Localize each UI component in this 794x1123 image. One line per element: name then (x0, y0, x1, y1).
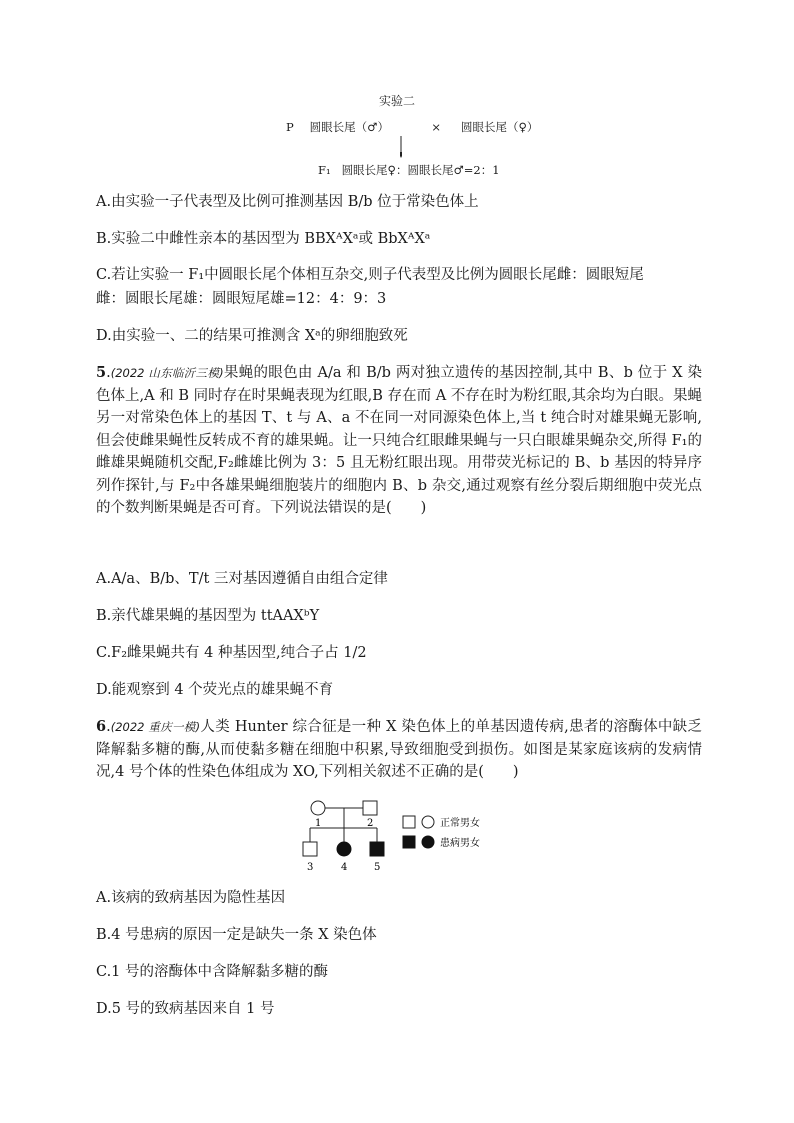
q5-number: 5 (96, 364, 107, 381)
experiment2-f1-row (318, 162, 500, 178)
q4-option-a: A.由实验一子代表型及比例可推测基因 B/b 位于常染色体上 (96, 194, 479, 210)
individual-5-affected-male (370, 842, 384, 856)
q5-option-c: C.F₂雌果蝇共有 4 种基因型,纯合子占 1/2 (96, 645, 367, 661)
q5-source: (2022 山东临沂三模) (110, 366, 224, 380)
q6-stem: 6.(2022 重庆一模)人类 Hunter 综合征是一种 X 染色体上的单基因遗传病,患者的溶酶体中缺乏降解黏多糖的酶,从而使黏多糖在细胞中积累,导致细胞受到损伤。如图是某家庭该病的发病情况,4 号个体的性染色体组成为 XO,下列相关叙述不正确的是( ) (96, 718, 702, 780)
experiment2-parent-row (286, 119, 538, 135)
q5-stem-text: 果蝇的眼色由 A/a 和 B/b 两对独立遗传的基因控制,其中 B、b 位于 X 染色体上,A 和 B 同时存在时果蝇表现为红眼,B 存在而 A 不存在时为粉红眼,其余均为白眼。果蝇另一对常染色体上的基因 T、t 与 A、a 不在同一对同源染色体上,当 t 纯合时对雄果蝇无影响,但会使雌果蝇性反转成不育的雄果蝇。让一只纯合红眼雌果蝇与一只白眼雄果蝇杂交,所得 F₁的雌雄果蝇随机交配,F₂雌雄比例为 3：5 且无粉红眼出现。用带荧光标记的 B、b 基因的特异序列作探针,与 F₂中各雄果蝇细胞装片的细胞内 B、b 杂交,通过观察有丝分裂后期细胞中荧光点的个数判断果蝇是否可育。下列说法错误的是( ) (96, 365, 702, 516)
q5-stem: 5.(2022 山东临沂三模)果蝇的眼色由 A/a 和 B/b 两对独立遗传的基因控制,其中 B、b 位于 X 染色体上,A 和 B 同时存在时果蝇表现为红眼,B 存在而 A 不存在时为粉红眼,其余均为白眼。果蝇另一对常染色体上的基因 T、t 与 A、a 不在同一对同源染色体上,当 t 纯合时对雄果蝇无影响,但会使雌果蝇性反转成不育的雄果蝇。让一只纯合红眼雌果蝇与一只白眼雄果蝇杂交,所得 F₁的雌雄果蝇随机交配,F₂雌雄比例为 3：5 且无粉红眼出现。用带荧光标记的 B、b 基因的特异序列作探针,与 F₂中各雄果蝇细胞装片的细胞内 B、b 杂交,通过观察有丝分裂后期细胞中荧光点的个数判断果蝇是否可育。下列说法错误的是( ) (96, 364, 702, 516)
q6-option-d: D.5 号的致病基因来自 1 号 (96, 1001, 275, 1017)
q6-source: (2022 重庆一模) (110, 720, 201, 734)
q4-option-b: B.实验二中雌性亲本的基因型为 BBXᴬXᵃ或 BbXᴬXᵃ (96, 231, 431, 247)
q6-stem-text: 人类 Hunter 综合征是一种 X 染色体上的单基因遗传病,患者的溶酶体中缺乏降解黏多糖的酶,从而使黏多糖在细胞中积累,导致细胞受到损伤。如图是某家庭该病的发病情况,4 号个体的性染色体组成为 XO,下列相关叙述不正确的是( ) (96, 719, 702, 780)
individual-2-normal-male (363, 801, 377, 815)
legend-normal-label: 正常男女 (440, 818, 480, 829)
p-female: 圆眼长尾（♀） (460, 120, 539, 134)
cross-symbol: × (431, 120, 441, 134)
individual-3-normal-male (303, 842, 317, 856)
experiment2-title: 实验二 (378, 94, 415, 108)
legend-affected-female-icon (422, 836, 434, 848)
q6-number: 6 (96, 718, 107, 735)
f1-result: 圆眼长尾♀：圆眼长尾♂=2：1 (341, 163, 500, 177)
legend-normal-female-icon (422, 816, 434, 828)
label-5: 5 (374, 862, 381, 873)
q4-option-d: D.由实验一、二的结果可推测含 Xᵃ的卵细胞致死 (96, 328, 408, 344)
legend-affected-male-icon (403, 836, 415, 848)
f1-label: F₁ (318, 163, 331, 177)
q5-option-d: D.能观察到 4 个荧光点的雄果蝇不育 (96, 682, 334, 698)
q4-option-c-line1: C.若让实验一 F₁中圆眼长尾个体相互杂交,则子代表型及比例为圆眼长尾雌：圆眼短尾 (96, 267, 644, 283)
down-arrow-icon (400, 136, 402, 158)
label-2: 2 (367, 818, 374, 829)
q6-option-c: C.1 号的溶酶体中含降解黏多糖的酶 (96, 964, 329, 980)
q6-option-a: A.该病的致病基因为隐性基因 (96, 890, 286, 906)
q4-option-c-line2: 雌：圆眼长尾雄：圆眼短尾雄=12：4：9：3 (96, 291, 387, 307)
q5-option-a: A.A/a、B/b、T/t 三对基因遵循自由组合定律 (96, 571, 388, 587)
p-male: 圆眼长尾（♂） (309, 120, 389, 134)
q6-option-b: B.4 号患病的原因一定是缺失一条 X 染色体 (96, 927, 377, 943)
q5-option-b: B.亲代雄果蝇的基因型为 ttAAXᵇY (96, 608, 320, 624)
label-3: 3 (307, 862, 314, 873)
legend-normal-male-icon (403, 816, 415, 828)
label-4: 4 (341, 862, 348, 873)
individual-1-normal-female (311, 801, 325, 815)
p-label: P (286, 120, 294, 134)
pedigree-chart (300, 798, 530, 876)
label-1: 1 (315, 818, 322, 829)
legend-affected-label: 患病男女 (440, 838, 480, 849)
individual-4-affected-female (337, 842, 351, 856)
